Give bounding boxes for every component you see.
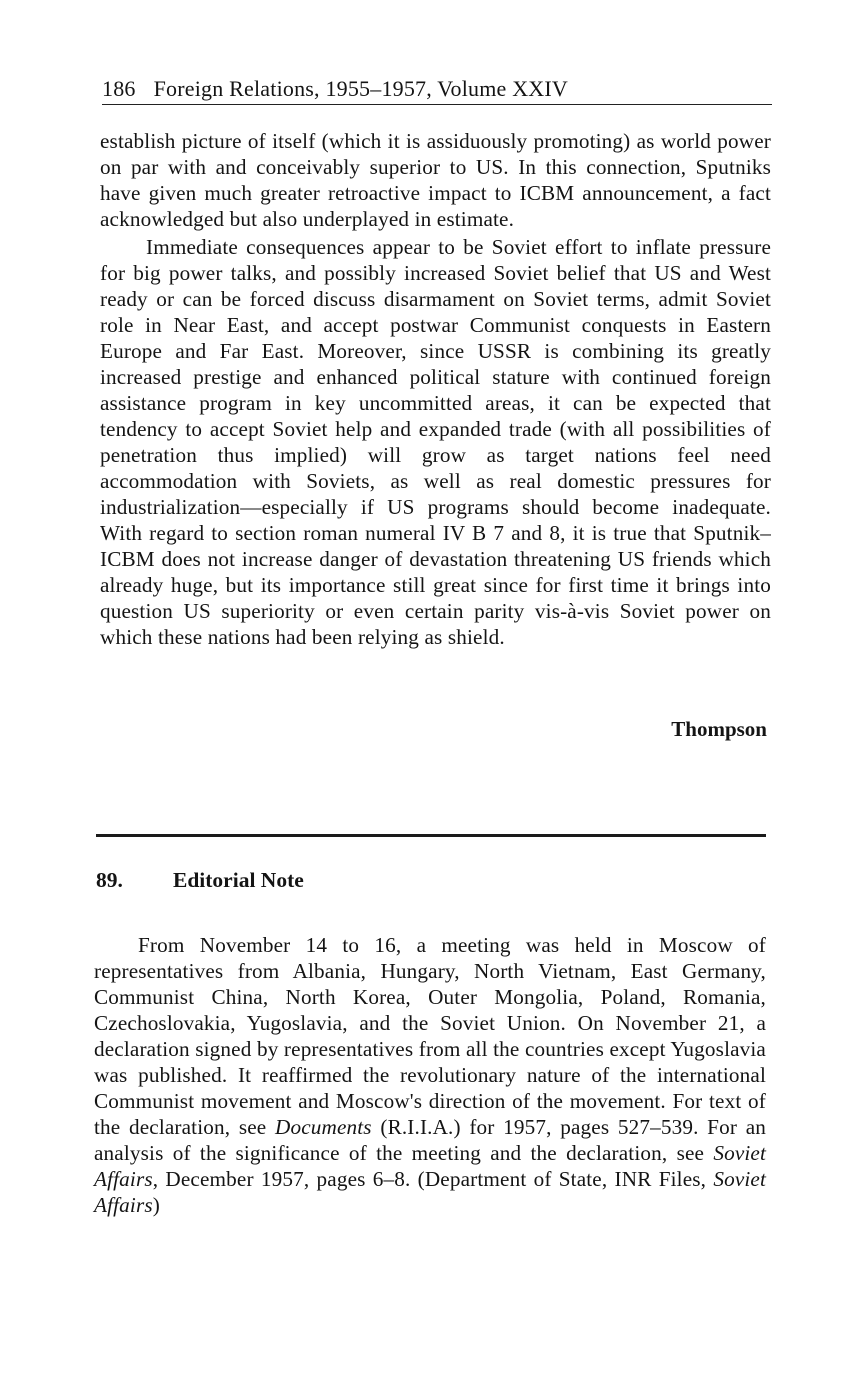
soviet-affairs-reference: Soviet Affairs [94, 1141, 766, 1191]
page-number: 186 [102, 76, 136, 101]
editorial-text-1: From November 14 to 16, a meeting was held in Moscow of representatives from Albania, Hungary, North Vietnam, East Germany, Communist China, North Korea, Outer Mongolia, Poland, Romania, Czechoslovakia, Yugoslavia, and the Soviet Union. On November 21, a declaration signed by representatives from all the countries except Yugoslavia was published. It reaffirmed the revolutionary nature of the international Communist movement and Moscow's direction of the movement. For text of the declaration, see [94, 933, 766, 1139]
paragraph-2: Immediate consequences appear to be Soviet effort to inflate pressure for big power talks, and possibly increased Soviet belief that US and West ready or can be forced discuss disarmament on Soviet terms, admit Soviet role in Near East, and accept postwar Communist conquests in Eastern Europe and Far East. Moreover, since USSR is combining its greatly increased prestige and enhanced political stature with continued foreign assistance program in key uncommitted areas, it can be expected that tendency to accept Soviet help and expanded trade (with all possibilities of penetration thus implied) will grow as target nations feel need accommodation with Soviets, as well as real domestic pressures for industrialization—especially if US programs should become inadequate. With regard to section roman numeral IV B 7 and 8, it is true that Sputnik–ICBM does not increase danger of devastation threatening US friends which already huge, but its importance still great since for first time it brings into question US superiority or even certain parity vis-à-vis Soviet power on which these nations had been relying as shield. [100, 235, 771, 649]
section-number: 89. [96, 868, 123, 892]
page-header [102, 74, 772, 105]
telegram-body [100, 128, 771, 652]
editorial-note-body [94, 932, 766, 1218]
documents-reference: Documents [275, 1115, 372, 1139]
section-title: Editorial Note [173, 868, 304, 892]
editorial-text-2: (R.I.I.A.) for 1957, pages 527–539. For an analysis of the significance of the meeting and the declaration, see [94, 1115, 766, 1165]
section-divider [96, 834, 766, 837]
paragraph-1: establish picture of itself (which it is assiduously promoting) as world power on par with and conceivably superior to US. In this connection, Sputniks have given much greater retroactive impact to ICBM announcement, a fact acknowledged but also underplayed in estimate. [100, 129, 771, 231]
editorial-text-4: ) [152, 1193, 160, 1217]
editorial-text-3: , December 1957, pages 6–8. (Department of State, INR Files, [152, 1167, 707, 1191]
soviet-affairs-files-reference: Soviet Affairs [94, 1167, 767, 1217]
section-heading [96, 866, 766, 894]
running-title: Foreign Relations, 1955–1957, Volume XXIV [153, 76, 568, 101]
editorial-paragraph [94, 932, 766, 1218]
signature: Thompson [671, 717, 767, 741]
